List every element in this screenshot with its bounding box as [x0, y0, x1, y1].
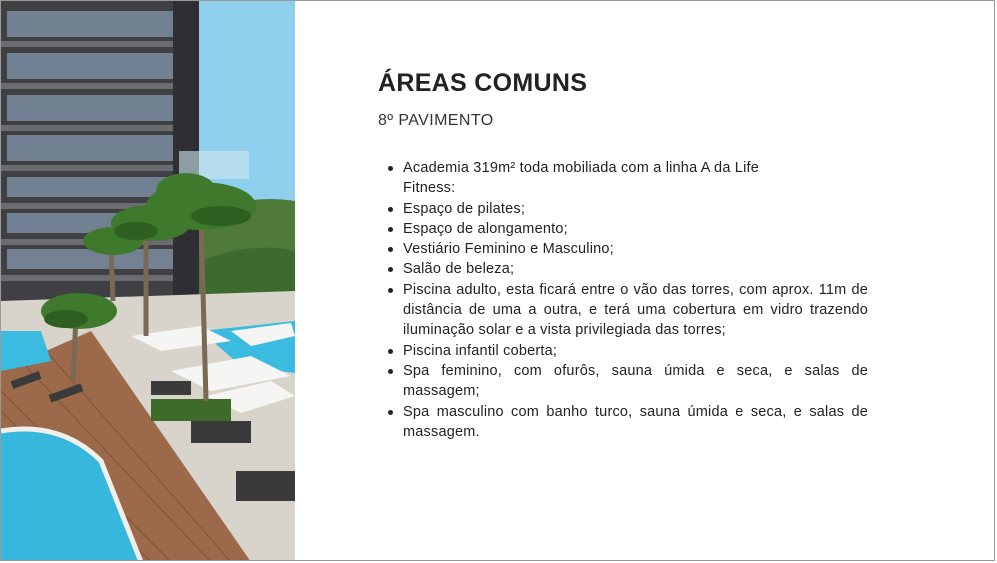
list-item: Espaço de pilates; — [378, 199, 868, 219]
list-item: Spa masculino com banho turco, sauna úmida e seca, e salas de massagem. — [378, 402, 868, 443]
list-item: Piscina infantil coberta; — [378, 341, 868, 361]
list-item: Vestiário Feminino e Masculino; — [378, 239, 868, 259]
list-item: Piscina adulto, esta ficará entre o vão das torres, com aprox. 11m de distância de uma a outra, e terá uma cobertura em vidro trazendo iluminação solar e a vista privilegiada das torres; — [378, 280, 868, 341]
page-title: ÁREAS COMUNS — [378, 69, 588, 97]
list-item: Salão de beleza; — [378, 259, 868, 279]
amenities-list — [378, 158, 868, 442]
list-item: Spa feminino, com ofurôs, sauna úmida e seca, e salas de massagem; — [378, 361, 868, 402]
content-panel — [378, 69, 868, 442]
floor-subtitle: 8º PAVIMENTO — [378, 112, 494, 129]
list-item: Academia 319m² toda mobiliada com a linha A da Life Fitness: — [378, 158, 868, 199]
building-render-image — [1, 1, 295, 561]
list-item: Espaço de alongamento; — [378, 219, 868, 239]
